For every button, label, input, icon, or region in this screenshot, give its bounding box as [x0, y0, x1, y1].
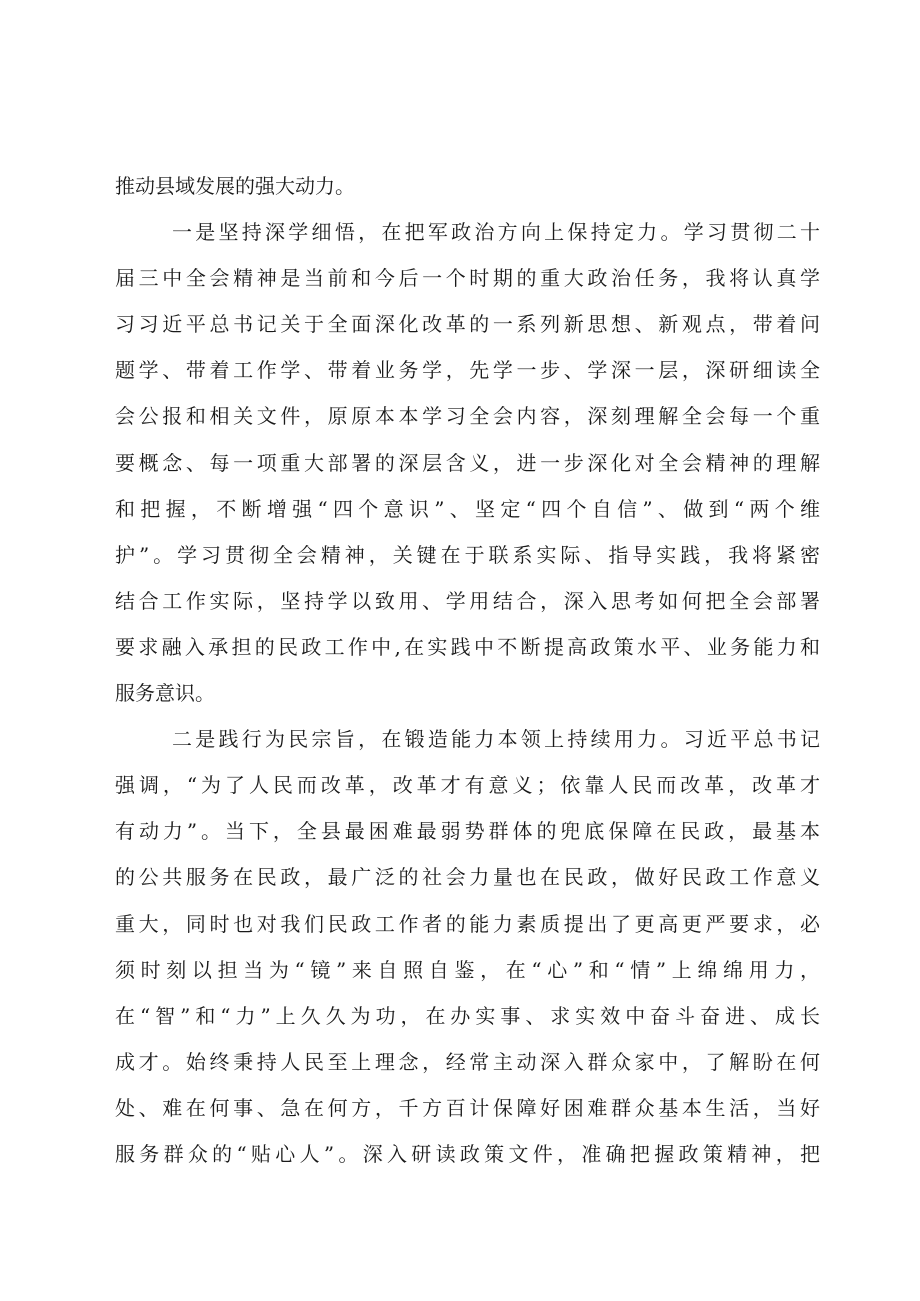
paragraph-3-line-4: 的公共服务在民政，最广泛的社会力量也在民政，做好民政工作意义	[115, 865, 820, 890]
paragraph-2-line-6: 要概念、每一项重大部署的深层含义，进一步深化对全会精神的理解	[115, 450, 820, 475]
paragraph-3-line-8: 成才。始终秉持人民至上理念，经常主动深入群众家中，了解盼在何	[115, 1049, 820, 1074]
body-text	[115, 163, 820, 1177]
paragraph-2-line-11: 服务意识。	[115, 681, 215, 706]
paragraph-3-line-5: 重大，同时也对我们民政工作者的能力素质提出了更高更严要求，必	[115, 911, 820, 936]
paragraph-2-line-5: 会公报和相关文件，原原本本学习全会内容，深刻理解全会每一个重	[115, 404, 820, 429]
paragraph-2-line-8: 护”。学习贯彻全会精神，关键在于联系实际、指导实践，我将紧密	[115, 542, 820, 567]
paragraph-3-line-2: 强调，“为了人民而改革，改革才有意义；依靠人民而改革，改革才	[115, 773, 820, 798]
paragraph-1-line-1: 推动县域发展的强大动力。	[115, 174, 355, 198]
paragraph-3-line-7: 在“智”和“力”上久久为功，在办实事、求实效中奋斗奋进、成长	[115, 1003, 820, 1028]
paragraph-3-line-3: 有动力”。当下，全县最困难最弱势群体的兜底保障在民政，最基本	[115, 819, 820, 844]
paragraph-2-line-7: 和把握，不断增强“四个意识”、坚定“四个自信”、做到“两个维	[115, 496, 820, 521]
paragraph-2-line-1: 一是坚持深学细悟，在把军政治方向上保持定力。学习贯彻二十	[172, 220, 820, 245]
paragraph-3-line-6: 须时刻以担当为“镜”来自照自鉴，在“心”和“情”上绵绵用力，	[115, 957, 820, 982]
paragraph-3-line-1: 二是践行为民宗旨，在锻造能力本领上持续用力。习近平总书记	[172, 727, 820, 752]
paragraph-2-line-4: 题学、带着工作学、带着业务学，先学一步、学深一层，深研细读全	[115, 358, 820, 383]
paragraph-2-line-2: 届三中全会精神是当前和今后一个时期的重大政治任务，我将认真学	[115, 266, 820, 291]
paragraph-3-line-10: 服务群众的“贴心人”。深入研读政策文件，准确把握政策精神，把	[115, 1141, 820, 1166]
paragraph-2-line-9: 结合工作实际，坚持学以致用、学用结合，深入思考如何把全会部署	[115, 588, 820, 613]
paragraph-3-line-9: 处、难在何事、急在何方，千方百计保障好困难群众基本生活，当好	[115, 1095, 820, 1120]
paragraph-2-line-3: 习习近平总书记关于全面深化改革的一系列新思想、新观点，带着问	[115, 312, 820, 337]
paragraph-2-line-10: 要求融入承担的民政工作中,在实践中不断提高政策水平、业务能力和	[115, 634, 820, 659]
